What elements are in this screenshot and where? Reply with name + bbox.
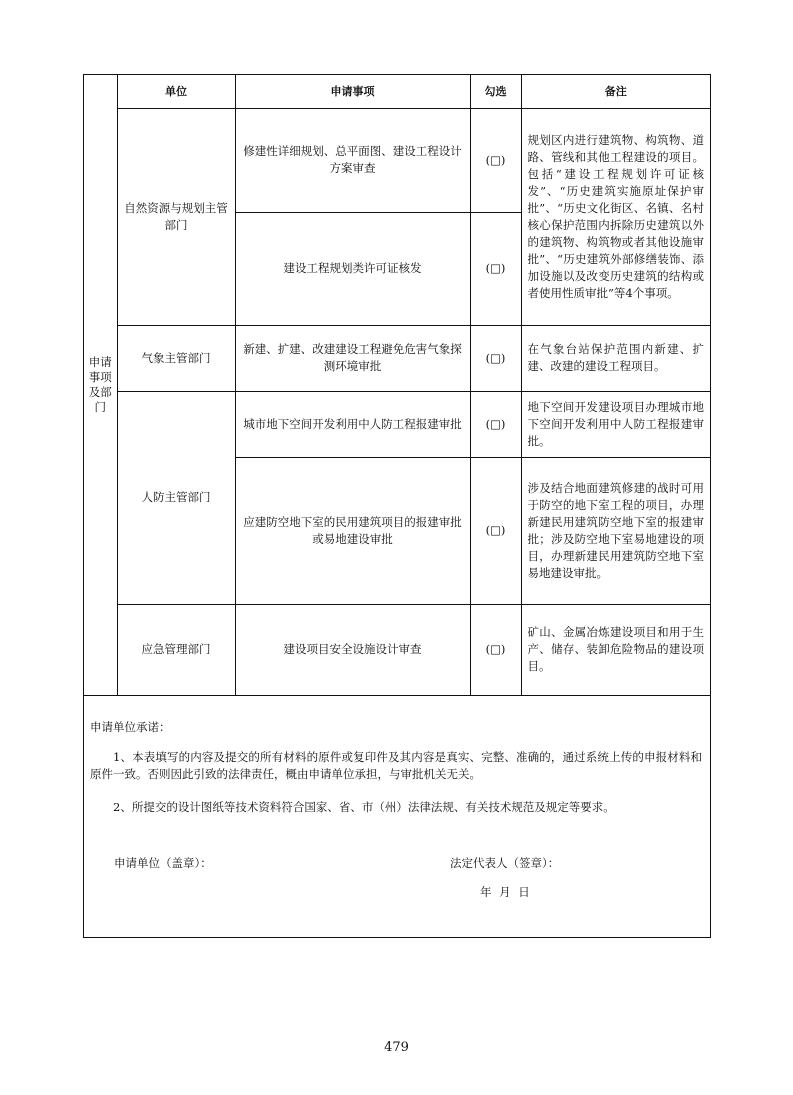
applicant-pledge-section	[84, 695, 710, 937]
header-item: 申请事项	[235, 75, 470, 108]
pledge-title: 申请单位承诺：	[90, 720, 171, 734]
unit-emergency-management: 应急管理部门	[117, 604, 235, 695]
item-planning-permit-issuance: 建设工程规划类许可证核发	[235, 212, 470, 325]
table-row	[84, 108, 710, 212]
remark-emergency-management: 矿山、金属冶炼建设项目和用于生产、储存、装卸危险物品的建设项目。	[521, 604, 710, 695]
side-label-applications-and-departments: 申请事项及部门	[84, 75, 117, 695]
item-safety-facility-design-review: 建设项目安全设施设计审查	[235, 604, 470, 695]
remark-underground-civil-defense: 地下空间开发建设项目办理城市地下空间开发利用中人防工程报建审批。	[521, 391, 710, 457]
unit-meteorology: 气象主管部门	[117, 325, 235, 391]
legal-representative-label: 法定代表人（签章）：	[450, 856, 560, 870]
remark-meteorology: 在气象台站保护范围内新建、扩建、改建的建设工程项目。	[521, 325, 710, 391]
checkbox-meteorological-environment-approval[interactable]: (□)	[470, 325, 521, 391]
pledge-item-2: 2、所提交的设计图纸等技术资料符合国家、省、市（州）法律法规、有关技术规范及规定等要求。	[113, 800, 615, 814]
table-header-row	[84, 75, 710, 108]
checkbox-underground-civil-defense-approval[interactable]: (□)	[470, 391, 521, 457]
remark-natural-resources-planning: 规划区内进行建筑物、构筑物、道路、管线和其他工程建设的项目。包括“建设工程规划许可证核发”、“历史建筑实施原址保护审批”、“历史文化街区、名镇、名村核心保护范围内拆除历史建筑以外的建筑物、构筑物或者其他设施审批”、“历史建筑外部修缮装饰、添加设施以及改变历史建筑的结构或者使用性质审批”等4个事项。	[521, 108, 710, 325]
unit-natural-resources-planning: 自然资源与规划主管部门	[117, 108, 235, 325]
item-meteorological-environment-approval: 新建、扩建、改建建设工程避免危害气象探测环境审批	[235, 325, 470, 391]
checkbox-safety-facility-design-review[interactable]: (□)	[470, 604, 521, 695]
item-underground-civil-defense-approval: 城市地下空间开发利用中人防工程报建审批	[235, 391, 470, 457]
checkbox-air-defense-basement-approval[interactable]: (□)	[470, 457, 521, 604]
page-number: 479	[384, 1040, 409, 1055]
application-items-table	[84, 75, 710, 696]
table-row	[84, 604, 710, 695]
header-remark: 备注	[521, 75, 710, 108]
table-row	[84, 391, 710, 457]
checkbox-detailed-planning-review[interactable]: (□)	[470, 108, 521, 212]
pledge-item-1: 1、本表填写的内容及提交的所有材料的原件或复印件及其内容是真实、完整、准确的，通过系统上传的申报材料和原件一致。否则因此引致的法律责任，概由申请单位承担，与审批机关无关。	[90, 750, 702, 781]
date-label: 年 月 日	[480, 885, 530, 899]
table-row	[84, 325, 710, 391]
header-check: 勾选	[470, 75, 521, 108]
remark-air-defense-basement: 涉及结合地面建筑修建的战时可用于防空的地下室工程的项目，办理新建民用建筑防空地下室的报建审批；涉及防空地下室易地建设的项目，办理新建民用建筑防空地下室易地建设审批。	[521, 457, 710, 604]
checkbox-planning-permit-issuance[interactable]: (□)	[470, 212, 521, 325]
application-form	[83, 74, 711, 938]
applicant-seal-label: 申请单位（盖章）：	[114, 856, 212, 870]
item-air-defense-basement-approval: 应建防空地下室的民用建筑项目的报建审批或易地建设审批	[235, 457, 470, 604]
header-unit: 单位	[117, 75, 235, 108]
item-detailed-planning-review: 修建性详细规划、总平面图、建设工程设计方案审查	[235, 108, 470, 212]
unit-civil-air-defense: 人防主管部门	[117, 391, 235, 604]
